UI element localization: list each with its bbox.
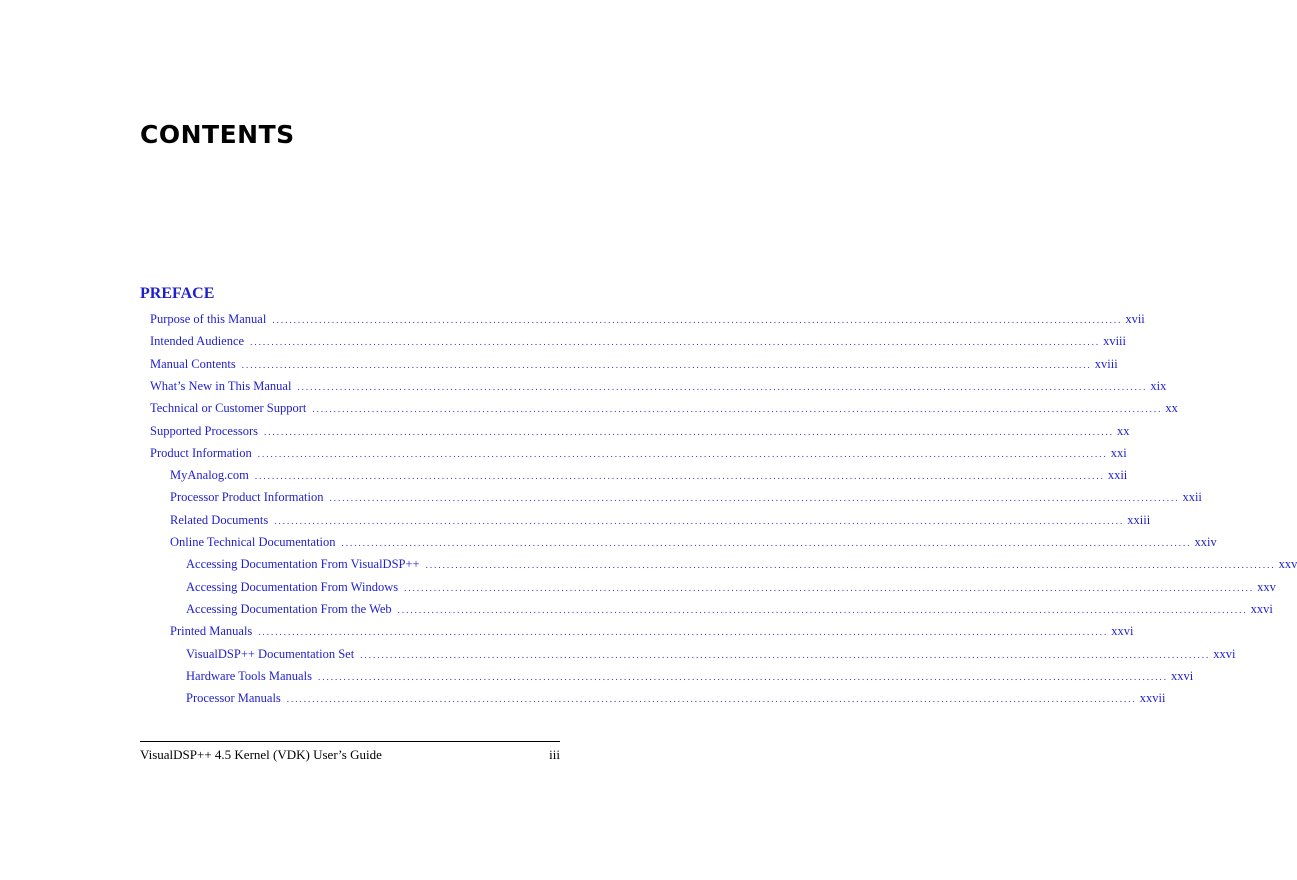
toc-entry-title: Related Documents	[170, 512, 269, 527]
toc-entry-title: Processor Manuals	[186, 691, 281, 706]
toc-dot-leader: ........................................................................................................................................................................................................	[250, 337, 1101, 348]
toc-dot-leader: ........................................................................................................................................................................................................	[404, 582, 1255, 593]
toc-entry-title: Intended Audience	[150, 334, 245, 349]
toc-dot-leader: ........................................................................................................................................................................................................	[360, 649, 1211, 660]
footer-page-number: iii	[549, 747, 560, 762]
toc-entry-page: xxii	[1107, 468, 1128, 483]
toc-entry[interactable]	[170, 535, 1217, 555]
toc-entry-page: xxv	[1278, 557, 1297, 572]
toc-entry[interactable]	[150, 356, 1118, 377]
toc-dot-leader: ........................................................................................................................................................................................................	[254, 471, 1105, 482]
toc-dot-leader: ........................................................................................................................................................................................................	[272, 315, 1123, 325]
footer-book-title: VisualDSP++ 4.5 Kernel (VDK) User’s Guide	[140, 747, 382, 762]
toc-entry[interactable]	[170, 512, 1151, 533]
footer-divider	[140, 741, 560, 742]
toc-entry[interactable]	[170, 490, 1202, 510]
toc-entry-title: VisualDSP++ Documentation Set	[186, 646, 355, 661]
toc-entry-title: Product Information	[150, 445, 252, 460]
toc-dot-leader: ........................................................................................................................................................................................................	[286, 694, 1137, 705]
toc-dot-leader: ........................................................................................................................................................................................................	[297, 381, 1148, 392]
toc-entry-title: MyAnalog.com	[170, 468, 249, 483]
toc-entry[interactable]	[186, 691, 1166, 711]
toc-entry-page: xviii	[1103, 334, 1126, 349]
toc-entry-page: xviii	[1094, 356, 1118, 371]
toc-entry-page: xx	[1116, 423, 1130, 438]
toc-entry-page: xxvi	[1170, 668, 1194, 683]
toc-entry-title: Technical or Customer Support	[150, 401, 307, 416]
toc-dot-leader: ........................................................................................................................................................................................................	[274, 515, 1125, 526]
toc-entry-page: xix	[1150, 378, 1167, 393]
page-title: CONTENTS	[140, 120, 295, 149]
toc-entry[interactable]	[186, 557, 1297, 577]
toc-entry[interactable]	[186, 646, 1236, 667]
toc-entry-page: xxvi	[1111, 624, 1134, 639]
toc-entry-page: xxiii	[1127, 512, 1151, 527]
toc-dot-leader: ........................................................................................................................................................................................................	[329, 493, 1180, 504]
toc-entry-title: Accessing Documentation From Windows	[186, 579, 399, 594]
toc-entry-page: xxvi	[1250, 601, 1273, 616]
toc-dot-leader: ........................................................................................................................................................................................................	[257, 448, 1108, 459]
toc-dot-leader: ........................................................................................................................................................................................................	[397, 604, 1248, 615]
toc-entry-page: xxi	[1110, 445, 1127, 460]
toc-dot-leader: ........................................................................................................................................................................................................	[312, 404, 1163, 415]
toc-entry-title: Accessing Documentation From VisualDSP++	[186, 557, 420, 572]
toc-dot-leader: ........................................................................................................................................................................................................	[317, 671, 1168, 682]
toc-entry-title: Processor Product Information	[170, 490, 324, 505]
toc-entry[interactable]	[150, 312, 1145, 332]
toc-entry-page: xxii	[1182, 490, 1202, 505]
toc-entry[interactable]	[170, 468, 1128, 488]
toc-entry[interactable]	[150, 445, 1127, 466]
toc-entry-page: xxiv	[1194, 535, 1217, 549]
toc-entry[interactable]	[186, 579, 1276, 600]
section-title-preface[interactable]: PREFACE	[140, 285, 215, 302]
toc-dot-leader: ........................................................................................................................................................................................................	[341, 538, 1192, 548]
toc-entry-title: Printed Manuals	[170, 624, 253, 639]
toc-entry-page: xxvii	[1139, 691, 1166, 706]
toc-entry-title: Hardware Tools Manuals	[186, 668, 312, 683]
toc-entry-title: Online Technical Documentation	[170, 535, 336, 549]
toc-entry-title: Supported Processors	[150, 423, 258, 438]
toc-dot-leader: ........................................................................................................................................................................................................	[241, 359, 1092, 370]
toc-dot-leader: ........................................................................................................................................................................................................	[258, 627, 1109, 638]
toc-entry[interactable]	[150, 334, 1126, 354]
toc-entry-page: xxv	[1257, 579, 1276, 594]
toc-entry-title: What’s New in This Manual	[150, 378, 292, 393]
toc-entry[interactable]	[150, 423, 1130, 444]
toc-entry-title: Purpose of this Manual	[150, 312, 267, 326]
toc-entry[interactable]	[170, 624, 1134, 644]
toc-entry-page: xx	[1165, 401, 1178, 416]
toc-entry[interactable]	[186, 601, 1273, 622]
toc-entry-title: Manual Contents	[150, 356, 236, 371]
toc-entry-page: xxvi	[1213, 646, 1236, 661]
toc-dot-leader: ........................................................................................................................................................................................................	[263, 426, 1114, 437]
toc-dot-leader: ........................................................................................................................................................................................................	[425, 560, 1276, 571]
toc-entry-page: xvii	[1125, 312, 1145, 326]
toc-entry-title: Accessing Documentation From the Web	[186, 601, 392, 616]
toc-entry[interactable]	[150, 401, 1178, 421]
toc-entry[interactable]	[186, 668, 1194, 689]
toc-entry[interactable]	[150, 378, 1167, 399]
